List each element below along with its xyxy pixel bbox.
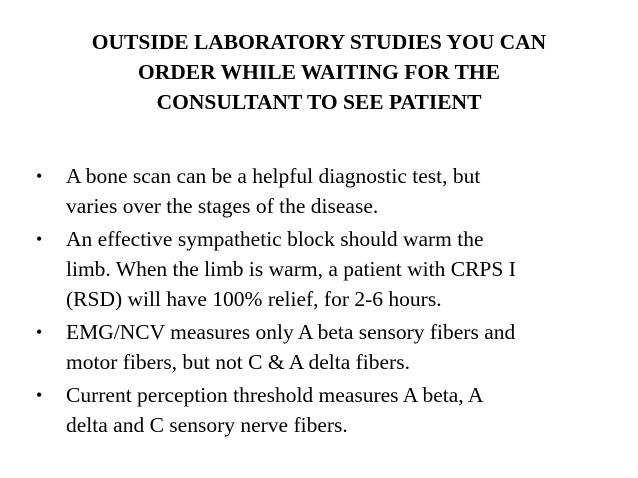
bullet-text-line: varies over the stages of the disease. [66, 194, 379, 218]
bullet-text-line: An effective sympathetic block should warm the [66, 227, 484, 251]
bullet-list [36, 161, 616, 443]
bullet-text-line: (RSD) will have 100% relief, for 2-6 hours. [66, 287, 442, 311]
bullet-text-line: limb. When the limb is warm, a patient with CRPS I [66, 257, 516, 281]
slide-title [30, 27, 608, 117]
bullet-text-line: delta and C sensory nerve fibers. [66, 413, 348, 437]
bullet-item [36, 224, 616, 314]
bullet-text-line: motor fibers, but not C & A delta fibers. [66, 350, 410, 374]
title-line: ORDER WHILE WAITING FOR THE [137, 60, 500, 84]
bullet-icon: • [36, 166, 43, 186]
bullet-text-line: A bone scan can be a helpful diagnostic test, but [66, 164, 481, 188]
title-line: OUTSIDE LABORATORY STUDIES YOU CAN [91, 30, 547, 54]
bullet-icon: • [36, 229, 43, 249]
bullet-icon: • [36, 322, 43, 342]
bullet-text-line: EMG/NCV measures only A beta sensory fibers and [66, 320, 516, 344]
bullet-text-line: Current perception threshold measures A beta, A [66, 383, 484, 407]
title-line: CONSULTANT TO SEE PATIENT [156, 90, 482, 114]
bullet-item [36, 380, 616, 440]
bullet-item [36, 161, 616, 221]
bullet-item [36, 317, 616, 377]
bullet-icon: • [36, 385, 43, 405]
